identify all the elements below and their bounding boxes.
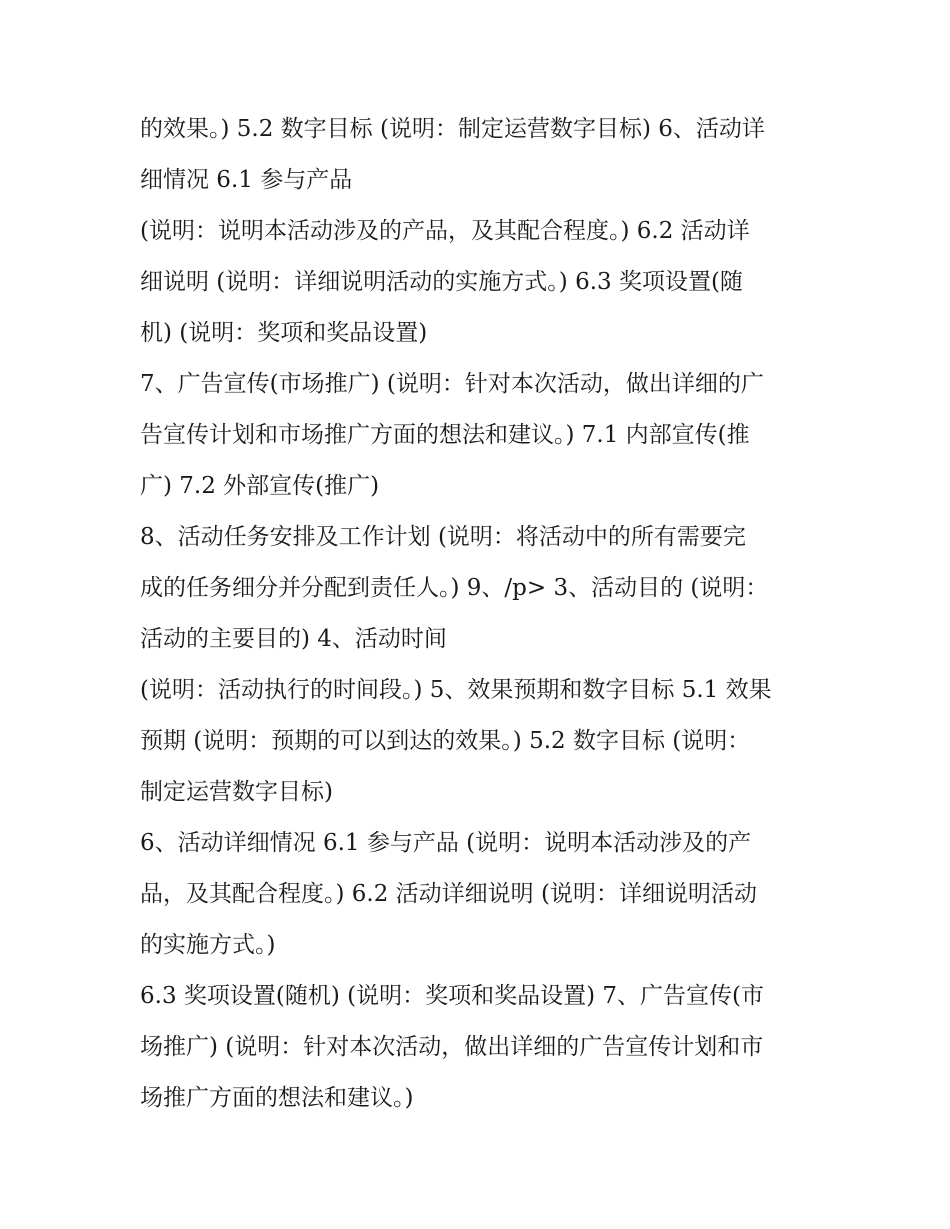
text-line: 场推广) (说明：针对本次活动，做出详细的广告宣传计划和市 xyxy=(140,1034,764,1060)
text-line: 的效果。) 5.2 数字目标 (说明：制定运营数字目标) 6、活动详 xyxy=(140,116,765,142)
text-line: (说明：说明本活动涉及的产品，及其配合程度。) 6.2 活动详 xyxy=(140,218,750,244)
text-line: 7、广告宣传(市场推广) (说明：针对本次活动，做出详细的广 xyxy=(140,371,764,397)
text-line: (说明：活动执行的时间段。) 5、效果预期和数字目标 5.1 效果 xyxy=(140,677,772,703)
text-line: 预期 (说明：预期的可以到达的效果。) 5.2 数字目标 (说明： xyxy=(140,728,751,754)
text-line: 告宣传计划和市场推广方面的想法和建议。) 7.1 内部宣传(推 xyxy=(140,422,750,448)
paragraph-2 xyxy=(140,206,812,359)
paragraph-3 xyxy=(140,359,812,512)
text-line: 6、活动详细情况 6.1 参与产品 (说明：说明本活动涉及的产 xyxy=(140,830,752,856)
paragraph-4 xyxy=(140,512,812,665)
paragraph-6 xyxy=(140,818,812,971)
paragraph-1 xyxy=(140,104,812,206)
text-line: 品，及其配合程度。) 6.2 活动详细说明 (说明：详细说明活动 xyxy=(140,881,757,907)
text-line: 8、活动任务安排及工作计划 (说明：将活动中的所有需要完 xyxy=(140,524,746,550)
text-line: 细情况 6.1 参与产品 xyxy=(140,167,353,193)
document-body xyxy=(140,104,812,1124)
text-line: 机) (说明：奖项和奖品设置) xyxy=(140,320,428,346)
paragraph-7 xyxy=(140,971,812,1124)
text-line: 活动的主要目的) 4、活动时间 xyxy=(140,626,447,652)
text-line: 制定运营数字目标) xyxy=(140,779,333,805)
paragraph-5 xyxy=(140,665,812,818)
text-line: 场推广方面的想法和建议。) xyxy=(140,1085,414,1111)
text-line: 广) 7.2 外部宣传(推广) xyxy=(140,473,380,499)
text-line: 6.3 奖项设置(随机) (说明：奖项和奖品设置) 7、广告宣传(市 xyxy=(140,983,765,1009)
text-line: 细说明 (说明：详细说明活动的实施方式。) 6.3 奖项设置(随 xyxy=(140,269,743,295)
text-line: 成的任务细分并分配到责任人。) 9、/p> 3、活动目的 (说明： xyxy=(140,575,769,601)
text-line: 的实施方式。) xyxy=(140,932,276,958)
